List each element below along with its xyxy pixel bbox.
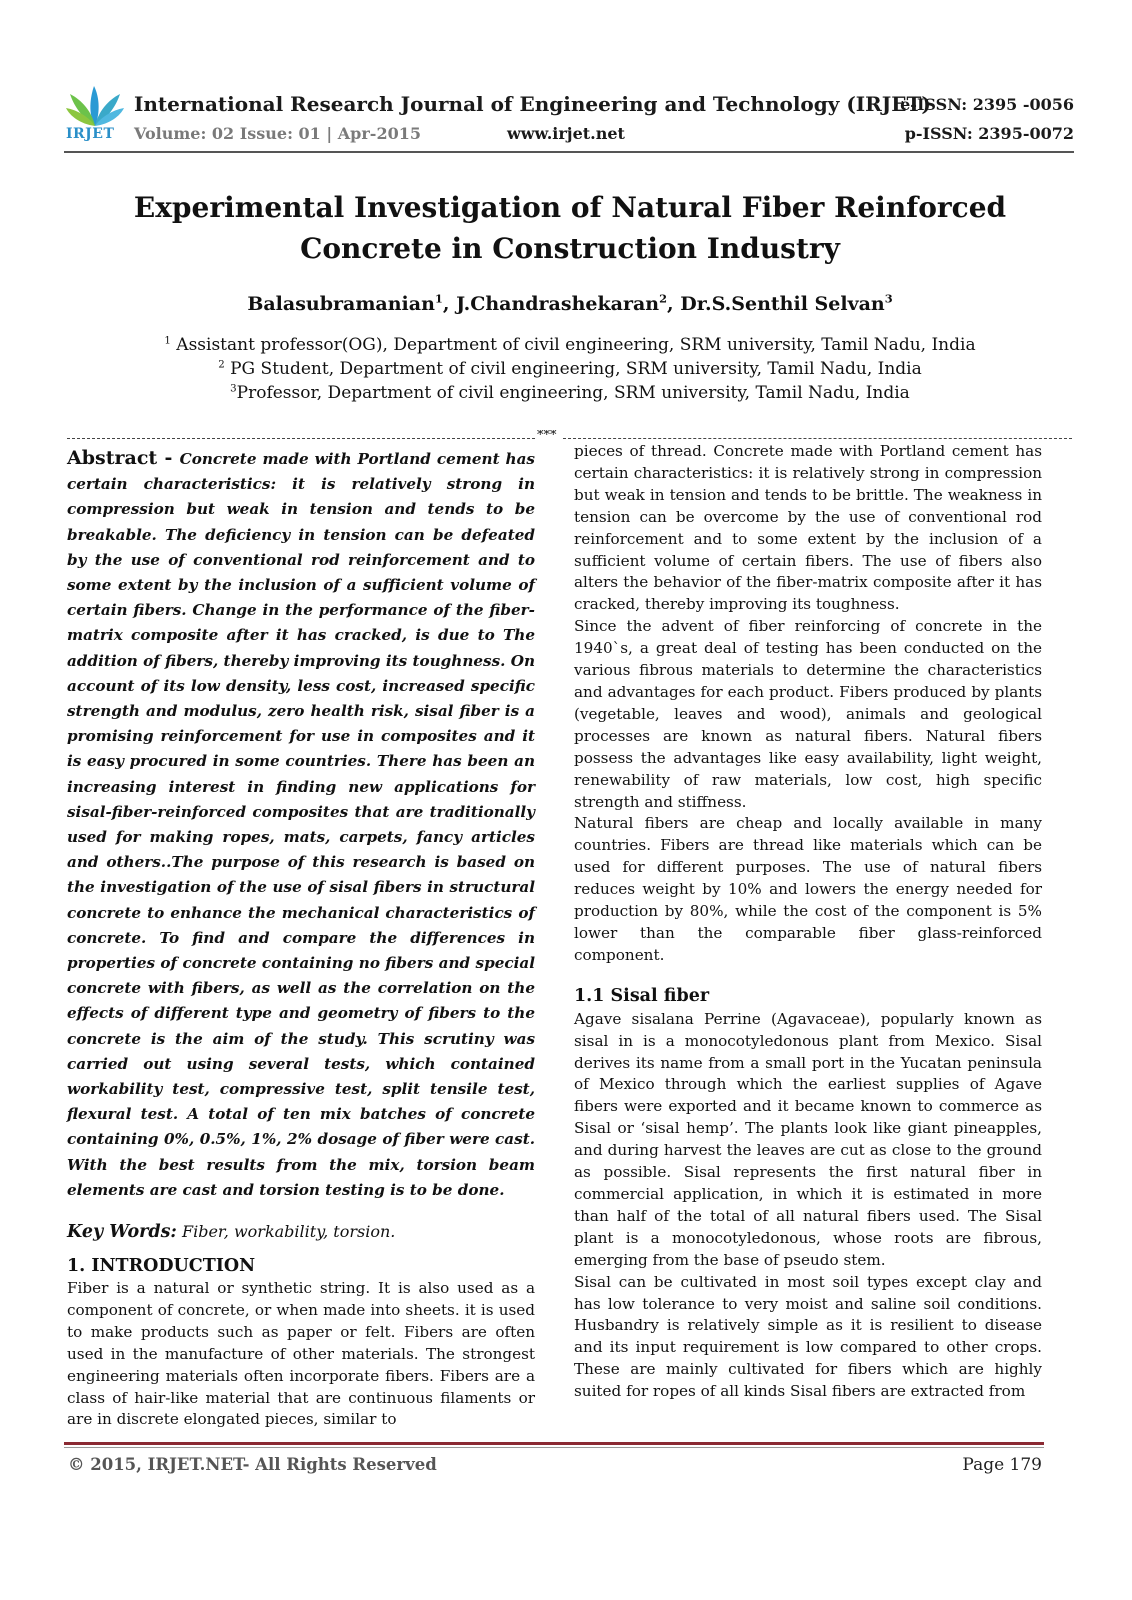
author-2: , J.Chandrashekaran: [442, 293, 660, 315]
right-paragraph-3: Natural fibers are cheap and locally available in many countries. Fibers are thread like materials which can be used for different purposes. The use of natural fibers reduces weight by 10% and lowers the energy needed for production by 80%, while the cost of the component is 5% lower than the comparable fiber glass-reinforced component.: [574, 814, 1042, 964]
abstract-label: Abstract -: [67, 447, 180, 469]
affiliation-2-sup: 2: [218, 359, 225, 371]
header-rule: [64, 151, 1074, 153]
affiliation-3-sup: 3: [230, 383, 237, 395]
author-1: Balasubramanian: [247, 293, 435, 315]
copyright: © 2015, IRJET.NET- All Rights Reserved: [68, 1455, 437, 1474]
affiliation-3-text: Professor, Department of civil engineering, SRM university, Tamil Nadu, India: [236, 383, 910, 403]
author-2-sup: 2: [659, 291, 668, 306]
right-column: [574, 441, 1042, 1403]
author-1-sup: 1: [434, 291, 443, 306]
eissn: e-ISSN: 2395 -0056: [900, 95, 1074, 114]
intro-paragraph: Fiber is a natural or synthetic string. It is also used as a component of concrete, or when made into sheets. it is used to make products such as paper or felt. Fibers are often used in the manufacture of other materials. The strongest engineering materials often incorporate fibers. Fibers are a class of hair-like material that are continuous filaments or are in discrete elongated pieces, similar to: [67, 1279, 535, 1429]
footer-rule: [64, 1442, 1044, 1445]
separator-dash-right: [563, 438, 1072, 439]
journal-title: International Research Journal of Engineering and Technology (IRJET): [134, 92, 931, 116]
author-list: [70, 293, 1070, 315]
abstract-text: Concrete made with Portland cement has certain characteristics: it is relatively strong in compression but weak in tension and tends to be breakable. The deficiency in tension can be defeated by the use of conventional rod reinforcement and to some extent by the inclusion of a sufficient volume of certain fibers. Change in the performance of the fiber-matrix composite after it has cracked, is due to The addition of fibers, thereby improving its toughness. On account of its low density, less cost, increased specific strength and modulus, zero health risk, sisal fiber is a promising reinforcement for use in composites and it is easy procured in some countries. There has been an increasing interest in finding new applications for sisal-fiber-reinforced composites that are traditionally used for making ropes, mats, carpets, fancy articles and others..The purpose of this research is based on the investigation of the use of sisal fibers in structural concrete to enhance the mechanical characteristics of concrete. To find and compare the differences in properties of concrete containing no fibers and special concrete with fibers, as well as the correlation on the effects of different type and geometry of fibers to the concrete is the aim of the study. This scrutiny was carried out using several tests, which contained workability test, compressive test, split tensile test, flexural test. A total of ten mix batches of concrete containing 0%, 0.5%, 1%, 2% dosage of fiber were cast. With the best results from the mix, torsion beam elements are cast and torsion testing is to be done.: [67, 450, 535, 1199]
logo-text: IRJET: [66, 126, 115, 142]
keywords: [67, 1221, 535, 1244]
volume-issue: Volume: 02 Issue: 01 | Apr-2015: [134, 124, 421, 143]
affiliation-1-text: Assistant professor(OG), Department of civil engineering, SRM university, Tamil Nadu, India: [170, 335, 976, 355]
left-column: [67, 446, 535, 1431]
paper-title: Experimental Investigation of Natural Fiber Reinforced Concrete in Construction Industry: [133, 191, 1007, 265]
affiliation-1-sup: 1: [164, 335, 171, 347]
author-3-sup: 3: [884, 291, 893, 306]
author-3: , Dr.S.Senthil Selvan: [667, 293, 885, 315]
pissn: p-ISSN: 2395-0072: [904, 124, 1074, 143]
right-paragraph-2: Since the advent of fiber reinforcing of concrete in the 1940`s, a great deal of testing has been conducted on the various fibrous materials to determine the characteristics and advantages for each product. Fibers produced by plants (vegetable, leaves and wood), animals and geological processes are known as natural fibers. Natural fibers possess the advantages like easy availability, light weight, renewability of raw materials, low cost, high specific strength and stiffness.: [574, 617, 1042, 811]
affiliation-1: [70, 333, 1070, 357]
intro-heading: 1. INTRODUCTION: [67, 1256, 256, 1276]
footer-rule-thin: [64, 1447, 1044, 1448]
journal-website[interactable]: www.irjet.net: [507, 124, 625, 143]
affiliation-2: [70, 357, 1070, 381]
sisal-heading: 1.1 Sisal fiber: [574, 985, 710, 1006]
abstract: [67, 446, 535, 1203]
separator-stars: ***: [537, 430, 557, 443]
page-number: Page 179: [962, 1455, 1042, 1475]
separator-dash-left: [67, 438, 535, 439]
affiliations: [70, 333, 1070, 405]
affiliation-3: [70, 381, 1070, 405]
keywords-label: Key Words:: [67, 1222, 177, 1243]
affiliation-2-text: PG Student, Department of civil engineering, SRM university, Tamil Nadu, India: [224, 359, 922, 379]
sisal-paragraph-2: Sisal can be cultivated in most soil types except clay and has low tolerance to very moist and saline soil conditions. Husbandry is relatively simple as it is resilient to disease and its input requirement is low compared to other crops. These are mainly cultivated for fibers which are highly suited for ropes of all kinds Sisal fibers are extracted from: [574, 1272, 1042, 1401]
right-paragraph-1: pieces of thread. Concrete made with Portland cement has certain characteristics: it is relatively strong in compression but weak in tension and tends to be brittle. The weakness in tension can be overcome by the use of conventional rod reinforcement and to some extent by the inclusion of a sufficient volume of certain fibers. The use of fibers also alters the behavior of the fiber-matrix composite after it has cracked, thereby improving its toughness.: [574, 442, 1042, 614]
keywords-text: Fiber, workability, torsion.: [176, 1222, 396, 1242]
sisal-paragraph-1: Agave sisalana Perrine (Agavaceae), popularly known as sisal in is a monocotyledonous plant from Mexico. Sisal derives its name from a small port in the Yucatan peninsula of Mexico through which the earliest supplies of Agave fibers were exported and it became known to commerce as Sisal or ‘sisal hemp’. The plants look like giant pineapples, and during harvest the leaves are cut as close to the ground as possible. Sisal represents the first natural fiber in commercial application, in which it is estimated in more than half of the total of all natural fibers used. The Sisal plant is a monocotyledonous, whose roots are fibrous, emerging from the base of pseudo stem.: [574, 1009, 1042, 1269]
